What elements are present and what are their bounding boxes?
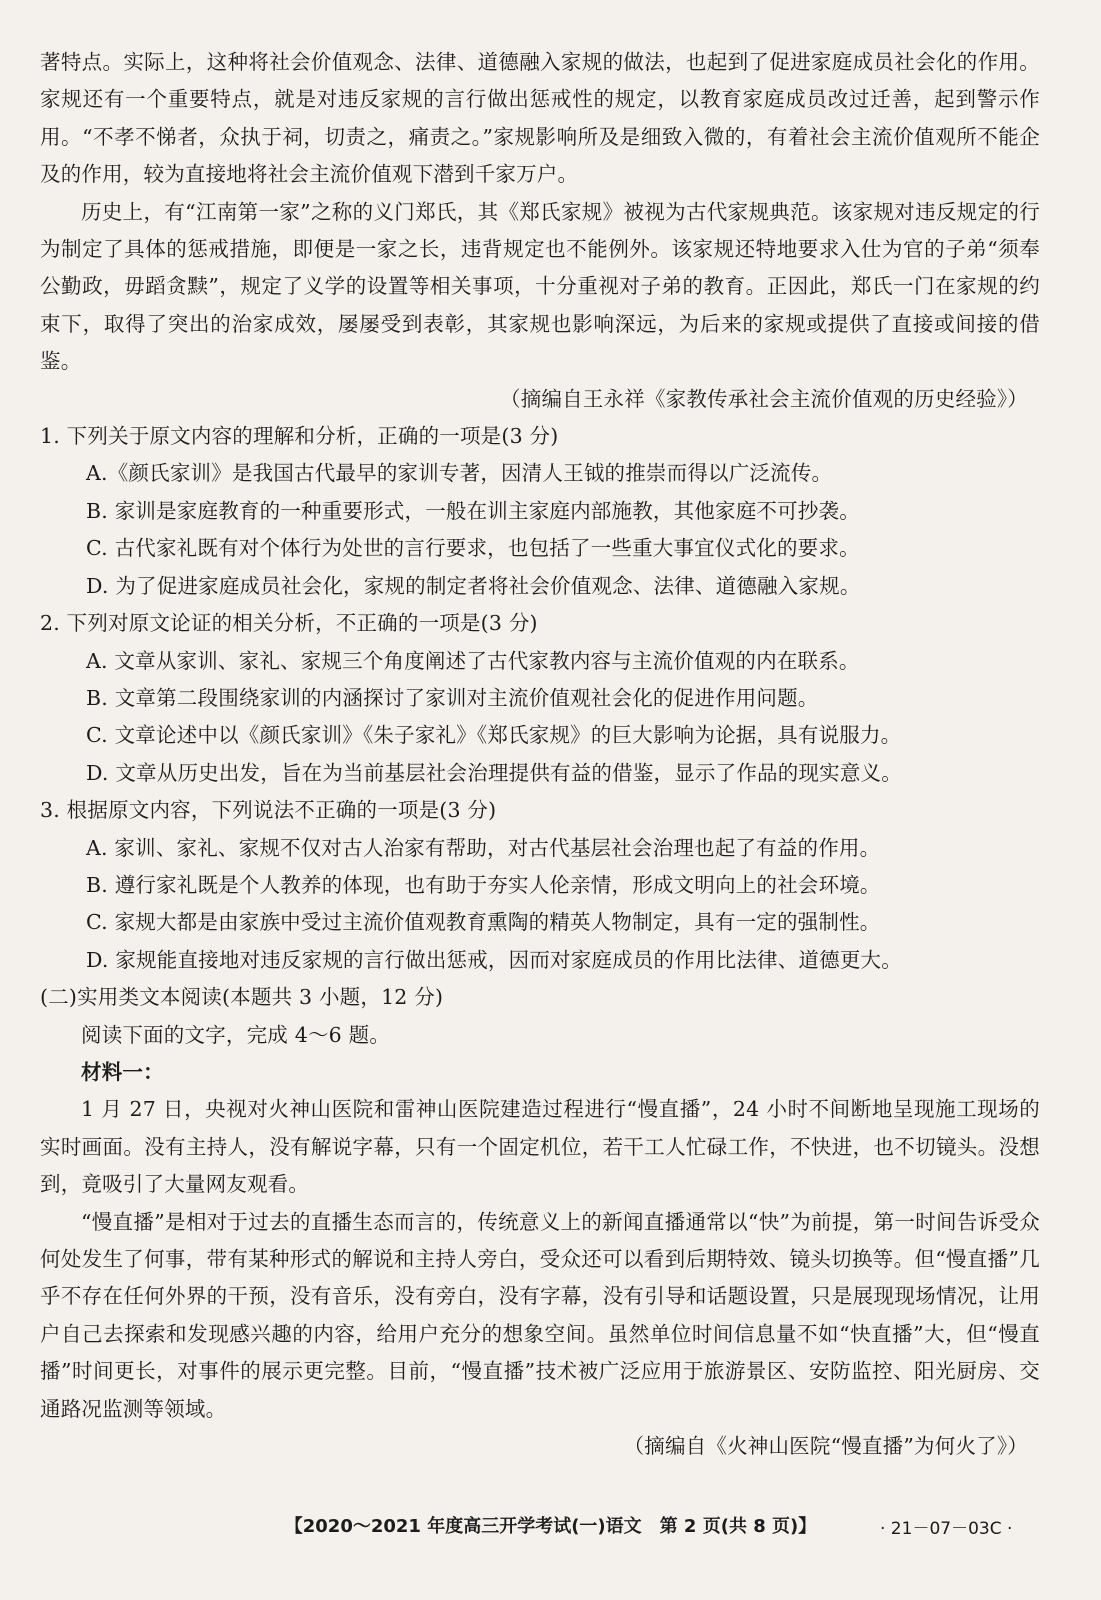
question-option: D. 为了促进家庭成员社会化，家规的制定者将社会价值观念、法律、道德融入家规。 [86, 573, 861, 598]
question-option: A.《颜氏家训》是我国古代最早的家训专著，因清人王钺的推崇而得以广泛流传。 [86, 461, 833, 486]
question-stem: 2. 下列对原文论证的相关分析，不正确的一项是(3 分) [40, 611, 538, 636]
question-1 [40, 418, 1040, 605]
material-paragraph: “慢直播”是相对于过去的直播生态而言的，传统意义上的新闻直播通常以“快”为前提，第一时间告诉受众何处发生了何事，带有某种形式的解说和主持人旁白，受众还可以看到后期特效、镜头切换等。但“慢直播”几乎不存在任何外界的干预，没有音乐，没有旁白，没有字幕，没有引导和话题设置，只是展现现场情况，让用户自己去探索和发现感兴趣的内容，给用户充分的想象空间。虽然单位时间信息量不如“快直播”大，但“慢直播”时间更长，对事件的展示更完整。目前，“慢直播”技术被广泛应用于旅游景区、安防监控、阳光厨房、交通路况监测等领域。 [40, 1209, 1040, 1421]
material-label: 材料一： [81, 1059, 164, 1084]
question-option: D. 文章从历史出发，旨在为当前基层社会治理提供有益的借鉴，显示了作品的现实意义。 [86, 760, 902, 785]
paper-code: · 21－07－03C · [880, 1519, 1013, 1539]
section-heading: (二)实用类文本阅读(本题共 3 小题，12 分) [40, 985, 444, 1010]
page-footer: 【2020～2021 年度高三开学考试(一)语文 第 2 页(共 8 页)】 [284, 1516, 817, 1537]
exam-page [40, 44, 1040, 1465]
material-paragraph: 1 月 27 日，央视对火神山医院和雷神山医院建造过程进行“慢直播”，24 小时不间断地呈现施工现场的实时画面。没有主持人，没有解说字幕，只有一个固定机位，若干工人忙碌工作，不快进，也不切镜头。没想到，竟吸引了大量网友观看。 [40, 1097, 1040, 1197]
passage-paragraph: 著特点。实际上，这种将社会价值观念、法律、道德融入家规的做法，也起到了促进家庭成员社会化的作用。家规还有一个重要特点，就是对违反家规的言行做出惩戒性的规定，以教育家庭成员改过迁善，起到警示作用。“不孝不悌者，众执于祠，切责之，痛责之。”家规影响所及是细致入微的，有着社会主流价值观所不能企及的作用，较为直接地将社会主流价值观下潜到千家万户。 [40, 50, 1040, 187]
passage-source: （摘编自王永祥《家教传承社会主流价值观的历史经验》） [500, 386, 1028, 411]
question-stem: 1. 下列关于原文内容的理解和分析，正确的一项是(3 分) [40, 424, 559, 449]
passage-paragraph: 历史上，有“江南第一家”之称的义门郑氏，其《郑氏家规》被视为古代家规典范。该家规对违反规定的行为制定了具体的惩戒措施，即便是一家之长，违背规定也不能例外。该家规还特地要求入仕为官的子弟“须奉公勤政，毋蹈贪黩”，规定了义学的设置等相关事项，十分重视对子弟的教育。正因此，郑氏一门在家规的约束下，取得了突出的治家成效，屡屡受到表彰，其家规也影响深远，为后来的家规或提供了直接或间接的借鉴。 [40, 199, 1040, 374]
question-option: B. 文章第二段围绕家训的内涵探讨了家训对主流价值观社会化的促进作用问题。 [86, 685, 819, 710]
question-option: C. 古代家礼既有对个体行为处世的言行要求，也包括了一些重大事宜仪式化的要求。 [86, 536, 860, 561]
question-option: D. 家规能直接地对违反家规的言行做出惩戒，因而对家庭成员的作用比法律、道德更大。 [86, 947, 902, 972]
question-option: A. 家训、家礼、家规不仅对古人治家有帮助，对古代基层社会治理也起了有益的作用。 [86, 835, 881, 860]
material-source: （摘编自《火神山医院“慢直播”为何火了》） [623, 1434, 1028, 1459]
question-option: B. 遵行家礼既是个人教养的体现，也有助于夯实人伦亲情，形成文明向上的社会环境。 [86, 872, 881, 897]
question-option: A. 文章从家训、家礼、家规三个角度阐述了古代家教内容与主流价值观的内在联系。 [86, 648, 860, 673]
question-stem: 3. 根据原文内容，下列说法不正确的一项是(3 分) [40, 798, 497, 823]
question-3 [40, 792, 1040, 979]
question-2 [40, 605, 1040, 792]
question-option: B. 家训是家庭教育的一种重要形式，一般在训主家庭内部施教，其他家庭不可抄袭。 [86, 498, 860, 523]
question-option: C. 家规大都是由家族中受过主流价值观教育熏陶的精英人物制定，具有一定的强制性。 [86, 910, 881, 935]
question-option: C. 文章论述中以《颜氏家训》《朱子家礼》《郑氏家规》的巨大影响为论据，具有说服力。 [86, 723, 902, 748]
section-instruction: 阅读下面的文字，完成 4～6 题。 [81, 1022, 391, 1047]
